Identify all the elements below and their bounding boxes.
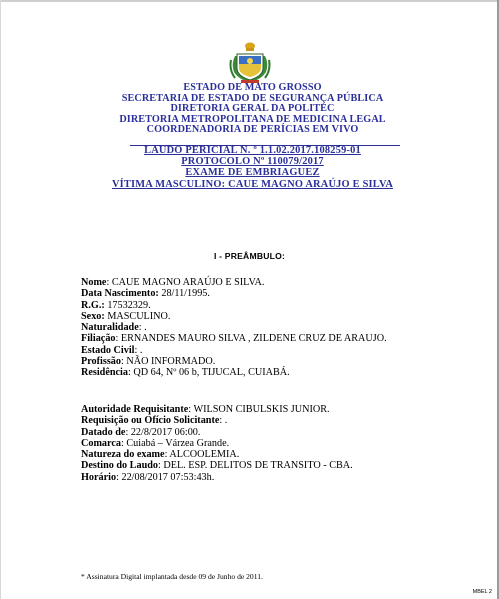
header-metro-directorate: DIRETORIA METROPOLITANA DE MEDICINA LEGAL [119, 113, 386, 125]
field-row: Comarca: Cuiabá – Várzea Grande. [81, 437, 230, 449]
section-title: I - PREÂMBULO: [213, 251, 286, 261]
page-corner-code: MBEL 2 [472, 589, 492, 595]
page-border-top [0, 0, 499, 2]
laudo-number: LAUDO PERICIAL N. º 1.1.02.2017.108259-01 [144, 145, 361, 156]
field-row: Autoridade Requisitante: WILSON CIBULSKIS JUNIOR. [81, 404, 330, 415]
identification-fields [81, 277, 387, 379]
field-row: Nome: CAUE MAGNO ARAÚJO E SILVA. [81, 277, 265, 288]
field-row: Naturalidade: . [81, 322, 147, 334]
field-row: Destino do Laudo: DEL. ESP. DELITOS DE TRANSITO - CBA. [81, 460, 353, 472]
field-row: Filiação: ERNANDES MAURO SILVA , ZILDENE CRUZ DE ARAUJO. [81, 333, 387, 345]
field-row: Data Nascimento: 28/11/1995. [81, 288, 210, 300]
exam-type: EXAME DE EMBRIAGUEZ [185, 167, 320, 179]
field-row: Sexo: MASCULINO. [81, 310, 171, 322]
victim-name: VÍTIMA MASCULINO: CAUE MAGNO ARAÚJO E SILVA [111, 178, 394, 190]
header-directorate: DIRETORIA GERAL DA POLITEC [170, 103, 335, 115]
field-row: Profissão: NÃO INFORMADO. [81, 356, 216, 368]
coat-of-arms-icon [229, 40, 271, 84]
field-row: Natureza do exame: ALCOOLEMIA. [81, 449, 240, 461]
field-row: Residência: QD 64, Nº 06 b, TIJUCAL, CUIABÁ. [81, 367, 290, 379]
report-titles [0, 145, 499, 190]
protocol-number: PROTOCOLO Nº 110079/2017 [181, 156, 324, 168]
digital-signature-footnote: * Assinatura Digital implantada desde 09 de Junho de 2011. [81, 572, 263, 581]
header-state: ESTADO DE MATO GROSSO [183, 82, 322, 93]
institution-header [0, 83, 499, 136]
request-fields [81, 404, 353, 483]
field-row: Datado de: 22/8/2017 06:00. [81, 426, 201, 438]
field-row: R.G.: 17532329. [81, 299, 151, 311]
header-coordination: COORDENADORIA DE PERÍCIAS EM VIVO [146, 124, 359, 136]
field-row: Horário: 22/08/2017 07:53:43h. [81, 471, 215, 483]
header-secretariat: SECRETARIA DE ESTADO DE SEGURANÇA PÚBLICA [121, 92, 384, 104]
field-row: Requisição ou Ofício Solicitante: . [81, 415, 228, 427]
field-row: Estado Civil: . [81, 344, 143, 356]
